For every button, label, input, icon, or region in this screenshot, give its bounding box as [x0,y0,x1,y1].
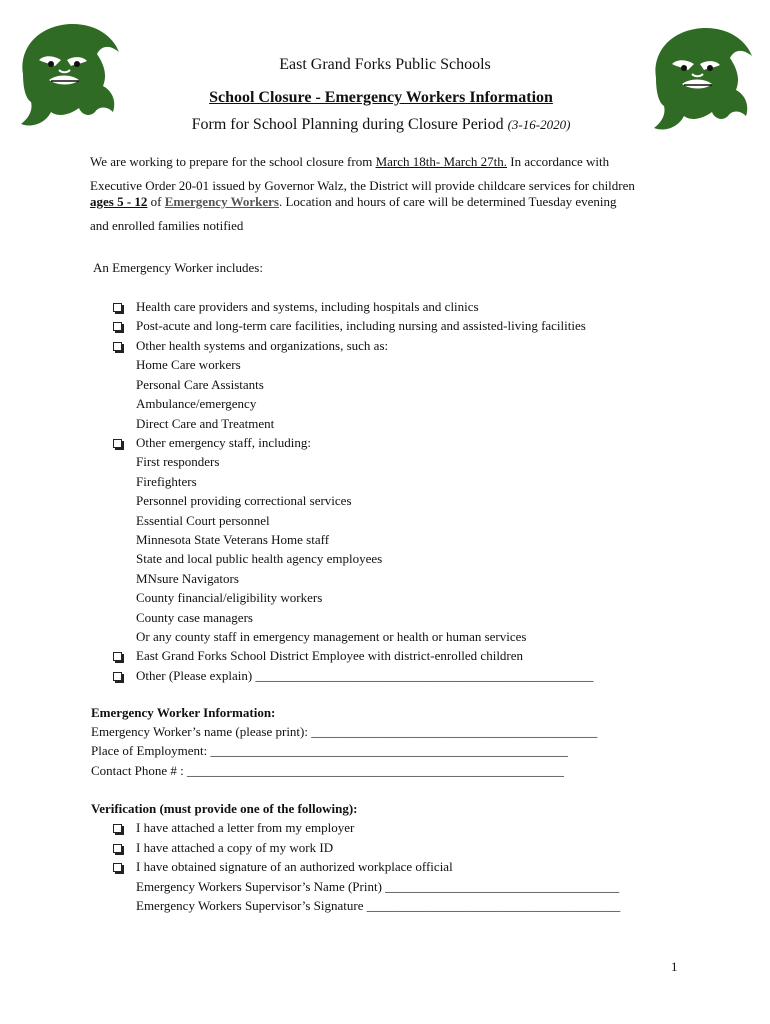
checkbox-icon[interactable] [113,342,122,351]
list-item: Minnesota State Veterans Home staff [136,532,330,547]
verification-item: I have attached a copy of my work ID [136,840,334,855]
list-item: County financial/eligibility workers [136,590,323,605]
checkbox-icon[interactable] [113,672,122,681]
intro-line-4: and enrolled families notified [90,218,244,233]
checkbox-icon[interactable] [113,652,122,661]
list-item: Ambulance/emergency [136,396,257,411]
list-item: Post-acute and long-term care facilities, including nursing and assisted-living facilities [136,318,586,333]
phone-field[interactable]: Contact Phone # : __________________________________________________________ [91,763,565,778]
list-item: Personnel providing correctional services [136,493,352,508]
emergency-workers-term: Emergency Workers [164,194,279,209]
list-item: MNsure Navigators [136,571,239,586]
list-item: East Grand Forks School District Employee with district-enrolled children [136,648,524,663]
verification-item: I have attached a letter from my employer [136,820,355,835]
info-heading: Emergency Worker Information: [91,705,276,720]
checkbox-icon[interactable] [113,439,122,448]
list-item: County case managers [136,610,253,625]
closure-dates: March 18th- March 27th. [375,154,507,169]
checkbox-icon[interactable] [113,863,122,872]
verification-item: I have obtained signature of an authorized workplace official [136,859,453,874]
intro-text: We are working to prepare for the school closure from [90,154,376,169]
list-item: Home Care workers [136,357,241,372]
intro-line-1 [90,154,609,170]
subtitle-text: Form for School Planning during Closure Period [191,116,508,133]
other-explain-field[interactable]: Other (Please explain) ____________________________________________________ [136,668,594,683]
list-item: Firefighters [136,474,197,489]
intro-text: In accordance with [507,154,610,169]
list-item: Other health systems and organizations, such as: [136,338,389,353]
supervisor-signature-field[interactable]: Emergency Workers Supervisor’s Signature _______________________________________ [136,898,621,913]
page-title: School Closure - Emergency Workers Information [209,89,553,106]
checkbox-icon[interactable] [113,844,122,853]
form-date: (3-16-2020) [507,117,571,132]
list-item: Personal Care Assistants [136,377,264,392]
intro-line-3 [90,194,617,210]
list-item: Or any county staff in emergency management or health or human services [136,629,527,644]
checkbox-icon[interactable] [113,824,122,833]
list-item: Direct Care and Treatment [136,416,275,431]
intro-line-2: Executive Order 20-01 issued by Governor Walz, the District will provide childcare services for children [90,178,635,193]
employment-field[interactable]: Place of Employment: _______________________________________________________ [91,743,569,758]
list-item: State and local public health agency employees [136,551,383,566]
list-item: Health care providers and systems, including hospitals and clinics [136,299,479,314]
checkbox-icon[interactable] [113,303,122,312]
worker-name-field[interactable]: Emergency Worker’s name (please print): ____________________________________________ [91,724,598,739]
list-item: First responders [136,454,220,469]
page-subtitle [0,116,762,134]
age-range: ages 5 - 12 [90,194,148,209]
list-item: Other emergency staff, including: [136,435,311,450]
supervisor-name-field[interactable]: Emergency Workers Supervisor’s Name (Print) ____________________________________ [136,879,620,894]
intro-text: of [147,194,165,209]
org-name: East Grand Forks Public Schools [279,56,491,73]
page-number: 1 [671,959,678,974]
list-item: Essential Court personnel [136,513,270,528]
includes-heading: An Emergency Worker includes: [93,260,263,275]
intro-text: . Location and hours of care will be determined Tuesday evening [278,194,617,209]
checkbox-icon[interactable] [113,322,122,331]
verification-heading: Verification (must provide one of the following): [91,801,358,816]
